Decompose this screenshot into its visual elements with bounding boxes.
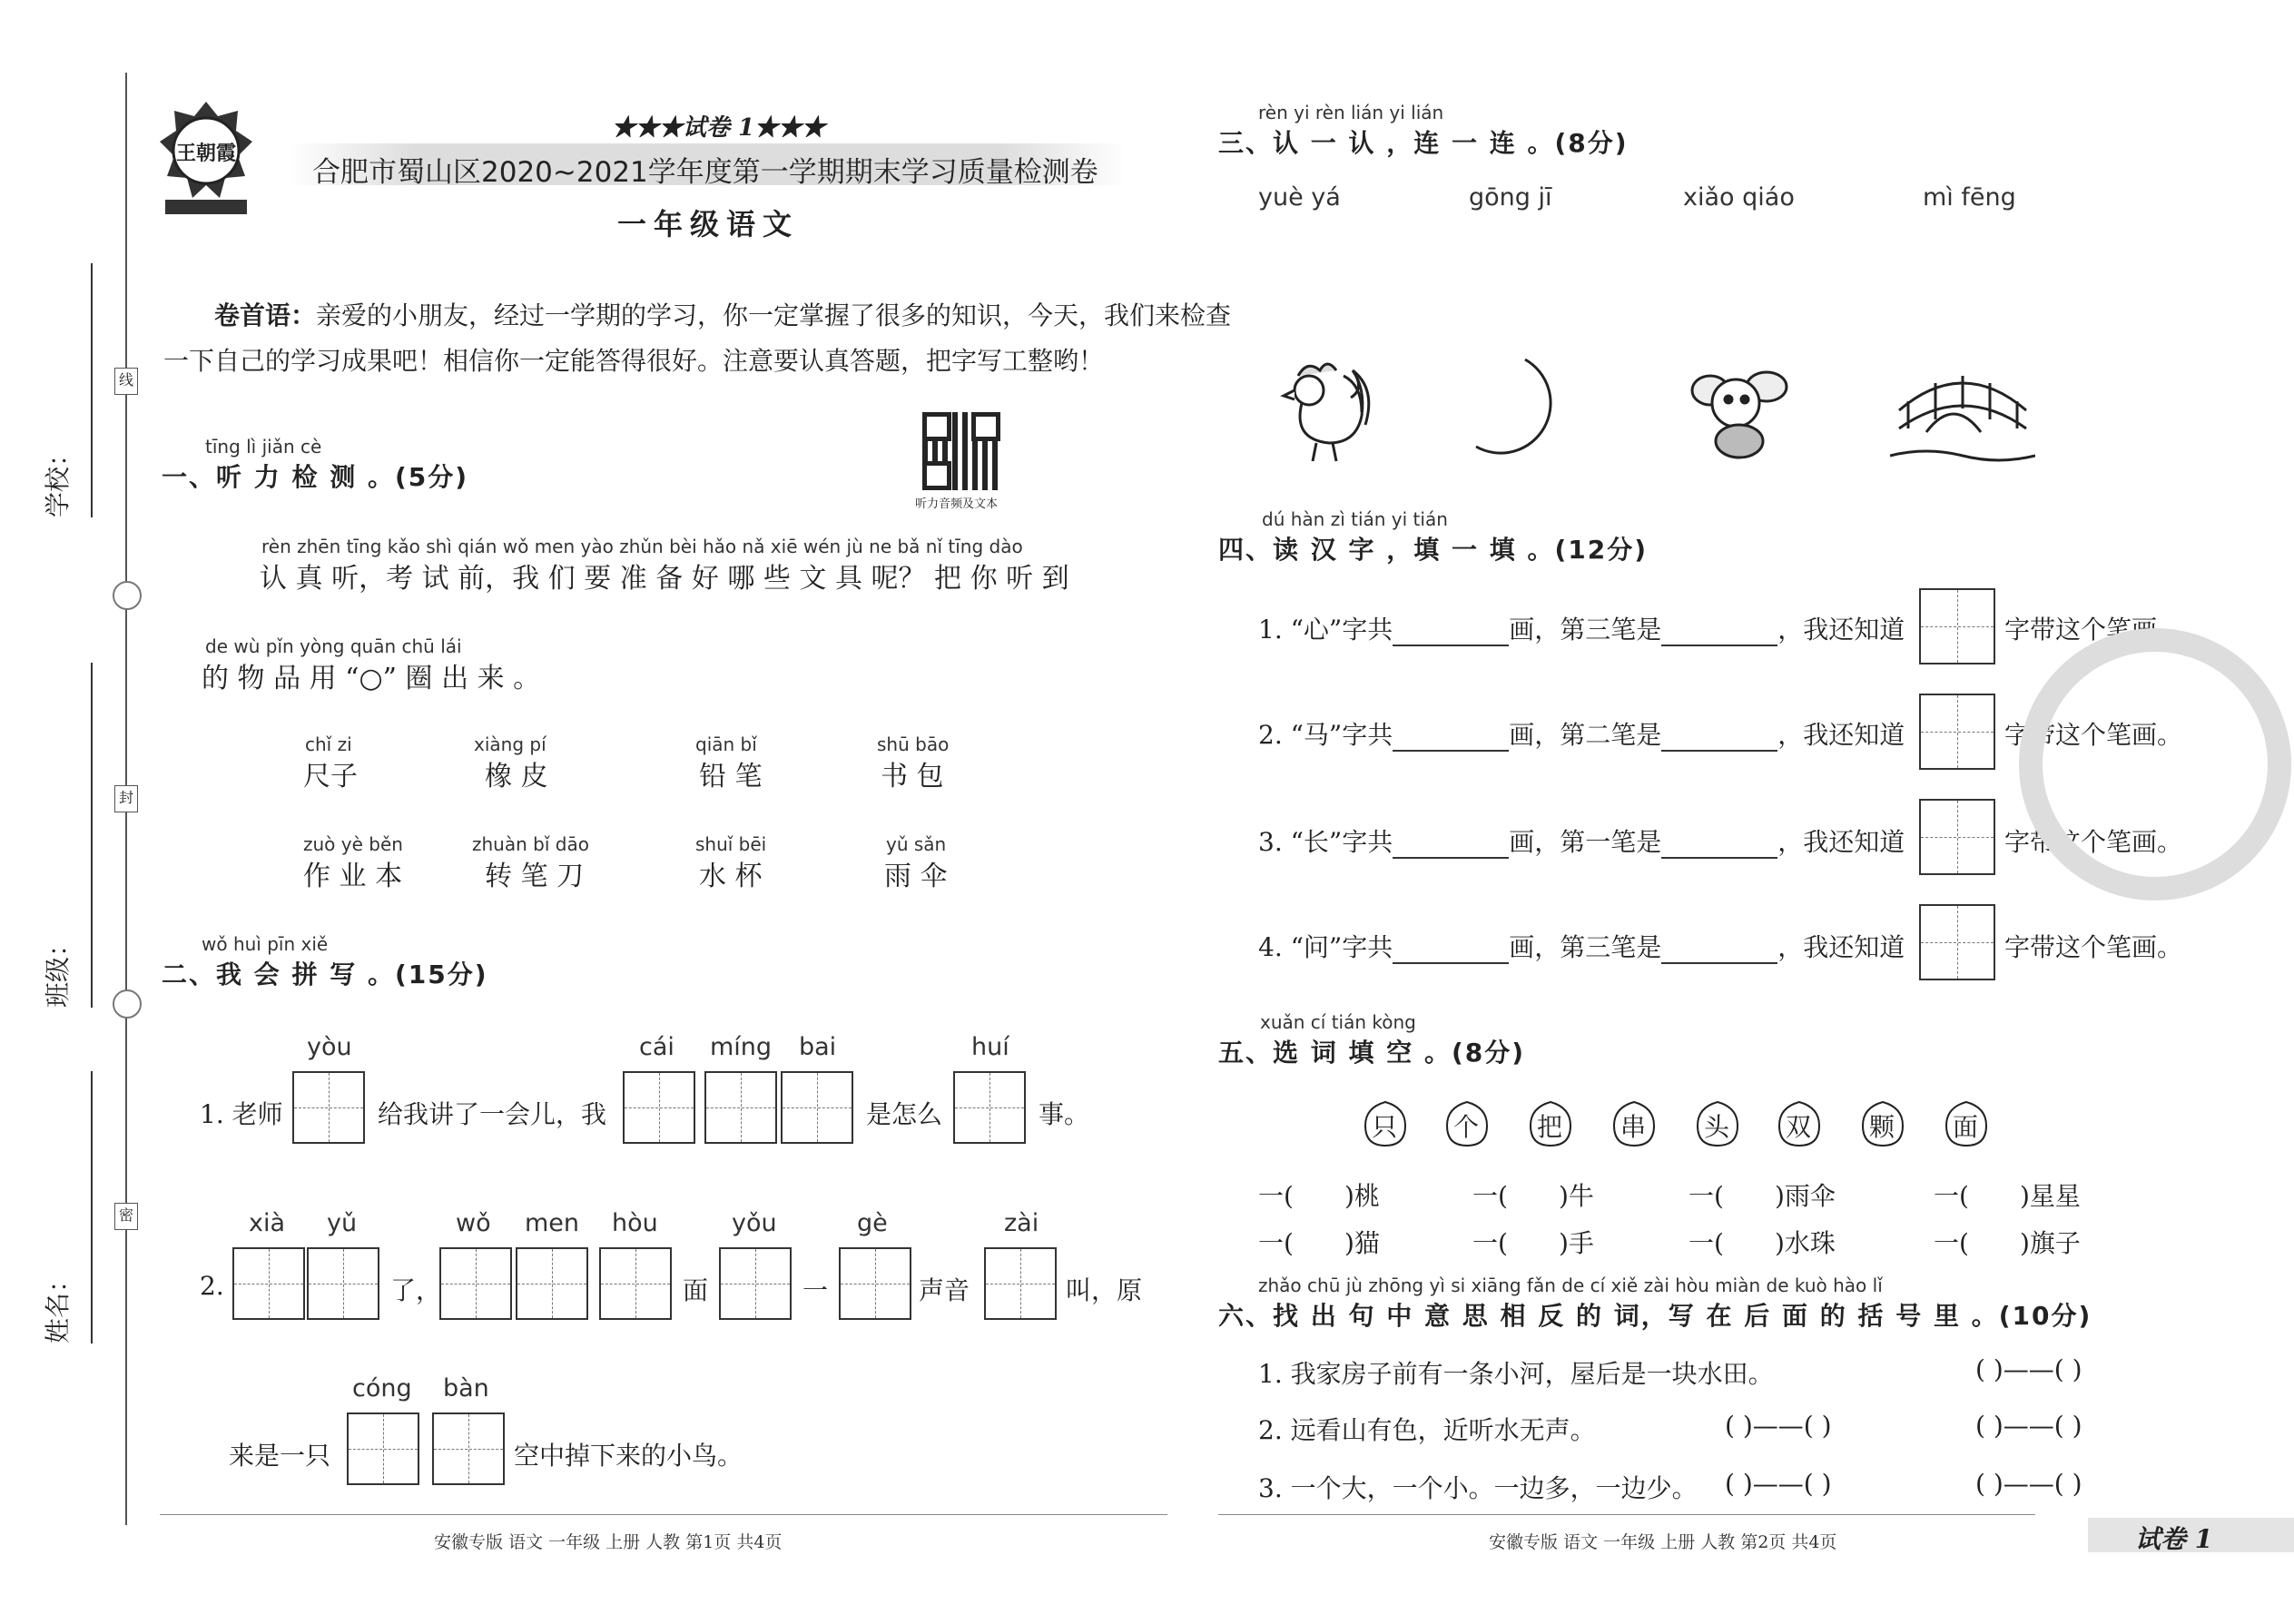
footer-divider bbox=[1218, 1514, 2035, 1515]
qr-caption: 听力音频及文本 bbox=[915, 497, 999, 511]
fill-close: )星星 bbox=[2019, 1181, 2081, 1211]
q2-text-1: 了， bbox=[390, 1275, 442, 1305]
tianzige-box[interactable] bbox=[1919, 904, 1995, 980]
footer-tag: 试卷 1 bbox=[2135, 1524, 2213, 1554]
count-blank[interactable] bbox=[1393, 939, 1509, 964]
choice-petal[interactable] bbox=[1442, 1098, 1492, 1149]
tianzige-box[interactable] bbox=[623, 1071, 695, 1144]
stroke-row-2 bbox=[1258, 715, 1905, 752]
subject-title: 一年级语文 bbox=[617, 207, 800, 241]
antonym-answer[interactable]: ( )——( ) bbox=[1975, 1411, 2082, 1441]
footer-left: 安徽专版 语文 一年级 上册 人教 第1页 共4页 bbox=[434, 1532, 783, 1552]
q1-pinyin: huí bbox=[971, 1033, 1009, 1061]
tianzige-box[interactable] bbox=[1919, 588, 1995, 664]
section1-line1-pinyin: rèn zhēn tīng kǎo shì qián wǒ men yào zhǔn bèi hǎo nǎ xiē wén jù ne bǎ nǐ tīng dào bbox=[261, 536, 1023, 557]
moon-image[interactable] bbox=[1471, 356, 1552, 456]
item-pinyin: qiān bǐ bbox=[695, 733, 757, 755]
count-blank[interactable] bbox=[1393, 726, 1509, 752]
q3-start: 来是一只 bbox=[229, 1441, 331, 1471]
fill-close: )水珠 bbox=[1774, 1228, 1836, 1258]
rooster-image[interactable] bbox=[1262, 349, 1380, 467]
q2-pinyin: gè bbox=[857, 1209, 888, 1237]
qr-finder bbox=[922, 412, 951, 441]
intro-text-1: 亲爱的小朋友，经过一学期的学习，你一定掌握了很多的知识，今天，我们来检查 bbox=[316, 300, 1232, 330]
section1-line2-pinyin: de wù pǐn yòng quān chū lái bbox=[205, 635, 462, 657]
pinyin-word[interactable]: yuè yá bbox=[1258, 183, 1341, 212]
q2-start: 2. bbox=[200, 1271, 224, 1301]
stroke-row-text: 4. “问”字共 bbox=[1258, 932, 1393, 962]
brand-logo bbox=[156, 98, 256, 225]
section6-pinyin: zhǎo chū jù zhōng yì si xiāng fǎn de cí xiě zài hòu miàn de kuò hào lǐ bbox=[1258, 1275, 1883, 1296]
stroke-blank[interactable] bbox=[1661, 939, 1777, 964]
tianzige-box[interactable] bbox=[839, 1247, 911, 1320]
tianzige-box[interactable] bbox=[719, 1247, 792, 1320]
fill-close: )桃 bbox=[1344, 1181, 1380, 1211]
q2-pinyin: men bbox=[525, 1209, 580, 1237]
tianzige-box[interactable] bbox=[599, 1247, 672, 1320]
item-pinyin: zhuàn bǐ dāo bbox=[472, 833, 589, 855]
tianzige-box[interactable] bbox=[439, 1247, 512, 1320]
choice-word: 串 bbox=[1620, 1112, 1647, 1142]
stroke-row-1 bbox=[1258, 610, 1905, 646]
stroke-row-text: ，我还知道 bbox=[1777, 932, 1905, 962]
item-pinyin: xiàng pí bbox=[474, 733, 546, 755]
stroke-row-4 bbox=[1258, 928, 1905, 964]
q2-text-4: 声音 bbox=[919, 1275, 970, 1305]
fill-open: 一( bbox=[1689, 1228, 1724, 1258]
bee-image[interactable] bbox=[1683, 363, 1792, 463]
section1-line1: 认 真 听，考 试 前，我 们 要 准 备 好 哪 些 文 具 呢？ 把 你 听 到 bbox=[260, 563, 1069, 595]
tianzige-box[interactable] bbox=[347, 1412, 419, 1485]
item-ruler[interactable]: 尺子 bbox=[303, 761, 358, 792]
q2-pinyin: hòu bbox=[612, 1209, 658, 1237]
tianzige-box[interactable] bbox=[292, 1071, 365, 1144]
stroke-blank[interactable] bbox=[1661, 833, 1777, 859]
antonym-q2: 2. 远看山有色，近听水无声。 bbox=[1258, 1415, 1596, 1445]
item-sharpener[interactable]: 转 笔 刀 bbox=[485, 861, 585, 892]
stroke-blank[interactable] bbox=[1661, 621, 1777, 646]
q1-pinyin: cái bbox=[639, 1033, 674, 1061]
tianzige-box[interactable] bbox=[953, 1071, 1026, 1144]
tianzige-box[interactable] bbox=[1919, 799, 1995, 875]
section5-pinyin: xuǎn cí tián kòng bbox=[1260, 1011, 1416, 1033]
stroke-row-text: ，我还知道 bbox=[1777, 615, 1905, 645]
mark-dense: 密 bbox=[114, 1203, 138, 1230]
section3-pinyin: rèn yi rèn lián yi lián bbox=[1258, 102, 1444, 123]
q2-text-2: 面 bbox=[683, 1275, 709, 1305]
tianzige-box[interactable] bbox=[307, 1247, 379, 1320]
stroke-row-tail: 字带这个笔画。 bbox=[2004, 827, 2183, 857]
stroke-row-text: 画，第二笔是 bbox=[1509, 720, 1662, 750]
school-field[interactable] bbox=[91, 263, 93, 517]
fill-open: 一( bbox=[1934, 1228, 1969, 1258]
choice-petal[interactable] bbox=[1774, 1098, 1825, 1149]
footer-right: 安徽专版 语文 一年级 上册 人教 第2页 共4页 bbox=[1489, 1532, 1837, 1552]
stroke-row-tail: 字带这个笔画。 bbox=[2004, 615, 2183, 645]
item-pinyin: chǐ zi bbox=[305, 733, 352, 755]
q2-text-3: 一 bbox=[802, 1275, 829, 1305]
section4-pinyin: dú hàn zì tián yi tián bbox=[1262, 508, 1448, 530]
q2-pinyin: wǒ bbox=[456, 1209, 491, 1237]
item-umbrella[interactable]: 雨 伞 bbox=[884, 861, 948, 892]
stroke-row-tail: 字带这个笔画。 bbox=[2004, 932, 2183, 962]
qr-finder bbox=[922, 461, 951, 490]
qr-finder bbox=[971, 412, 1000, 441]
fill-open: 一( bbox=[1258, 1181, 1294, 1211]
antonym-q1: 1. 我家房子前有一条小河，屋后是一块水田。 bbox=[1258, 1359, 1774, 1389]
count-blank[interactable] bbox=[1393, 833, 1509, 859]
section1-title: 一、听 力 检 测 。(5分) bbox=[162, 462, 469, 492]
choice-petal[interactable] bbox=[1360, 1098, 1411, 1149]
tianzige-box[interactable] bbox=[432, 1412, 505, 1485]
scissors-icon bbox=[113, 989, 142, 1019]
antonym-answer[interactable]: ( )——( ) bbox=[1725, 1469, 1832, 1499]
fill-close: )猫 bbox=[1344, 1228, 1380, 1258]
count-blank[interactable] bbox=[1393, 621, 1509, 646]
stroke-row-text: 1. “心”字共 bbox=[1258, 615, 1393, 645]
fill-item[interactable] bbox=[1258, 1176, 1380, 1213]
fill-open: 一( bbox=[1258, 1228, 1294, 1258]
section1-line2: 的 物 品 用 “○” 圈 出 来 。 bbox=[202, 663, 541, 694]
pinyin-word[interactable]: mì fēng bbox=[1923, 183, 2016, 212]
item-pinyin: shuǐ bēi bbox=[695, 833, 767, 855]
fill-open: 一( bbox=[1689, 1181, 1724, 1211]
logo-text: 王朝霞 bbox=[176, 142, 237, 165]
choice-petal[interactable] bbox=[1609, 1098, 1659, 1149]
stroke-row-text: 画，第一笔是 bbox=[1509, 827, 1662, 857]
fill-item[interactable] bbox=[1689, 1224, 1836, 1260]
tianzige-box[interactable] bbox=[781, 1071, 853, 1144]
item-cup[interactable]: 水 杯 bbox=[699, 861, 763, 892]
school-label: 学校： bbox=[43, 440, 73, 517]
q2-pinyin: yǔ bbox=[327, 1209, 358, 1237]
choice-word: 个 bbox=[1453, 1112, 1480, 1142]
item-eraser[interactable]: 橡 皮 bbox=[485, 761, 548, 792]
stroke-row-text: ，我还知道 bbox=[1777, 720, 1905, 750]
item-pinyin: shū bāo bbox=[877, 733, 950, 755]
q1-mid: 给我讲了一会儿，我 bbox=[378, 1099, 607, 1129]
tianzige-box[interactable] bbox=[232, 1247, 305, 1320]
choice-word: 只 bbox=[1372, 1112, 1398, 1142]
tianzige-box[interactable] bbox=[1919, 694, 1995, 770]
stroke-row-text: 2. “马”字共 bbox=[1258, 720, 1393, 750]
choice-word: 颗 bbox=[1869, 1112, 1895, 1142]
q2-pinyin: yǒu bbox=[732, 1209, 777, 1237]
fill-close: )手 bbox=[1558, 1228, 1594, 1258]
stroke-row-text: 3. “长”字共 bbox=[1258, 827, 1393, 857]
stroke-row-text: 画，第三笔是 bbox=[1509, 932, 1662, 962]
fill-item[interactable] bbox=[1472, 1224, 1594, 1260]
tianzige-box[interactable] bbox=[704, 1071, 777, 1144]
pinyin-word[interactable]: gōng jī bbox=[1469, 183, 1552, 212]
test-badge: ★★★试卷 1★★★ bbox=[612, 114, 826, 142]
qr-code[interactable] bbox=[922, 412, 1000, 490]
watermark-seal bbox=[2019, 628, 2291, 901]
antonym-answer[interactable]: ( )——( ) bbox=[1725, 1411, 1832, 1441]
q2-text-5: 叫，原 bbox=[1066, 1275, 1143, 1305]
tianzige-box[interactable] bbox=[516, 1247, 588, 1320]
antonym-answer[interactable]: ( )——( ) bbox=[1975, 1354, 2082, 1384]
q1-pinyin: míng bbox=[710, 1033, 773, 1061]
class-field[interactable] bbox=[91, 663, 93, 1008]
choice-petal[interactable] bbox=[1941, 1098, 1992, 1149]
stroke-row-text: ，我还知道 bbox=[1777, 827, 1905, 857]
choice-petal[interactable] bbox=[1525, 1098, 1576, 1149]
section3-title: 三、认 一 认 ，连 一 连 。(8分) bbox=[1218, 128, 1629, 158]
mark-seal: 封 bbox=[114, 785, 138, 812]
section2-title: 二、我 会 拼 写 。(15分) bbox=[162, 960, 488, 989]
fill-item[interactable] bbox=[1934, 1176, 2081, 1213]
stroke-blank[interactable] bbox=[1661, 726, 1777, 752]
class-label: 班级： bbox=[43, 930, 73, 1008]
tianzige-box[interactable] bbox=[984, 1247, 1057, 1320]
fill-open: 一( bbox=[1472, 1181, 1508, 1211]
fill-open: 一( bbox=[1472, 1228, 1508, 1258]
name-field[interactable] bbox=[91, 1071, 93, 1343]
q1-end: 事。 bbox=[1039, 1099, 1090, 1129]
fill-open: 一( bbox=[1934, 1181, 1969, 1211]
section4-title: 四、读 汉 字 ，填 一 填 。(12分) bbox=[1218, 535, 1649, 565]
q2-pinyin: xià bbox=[249, 1209, 286, 1237]
intro-line-1 bbox=[214, 296, 1231, 332]
fill-item[interactable] bbox=[1258, 1224, 1380, 1260]
fill-item[interactable] bbox=[1689, 1176, 1836, 1213]
item-pinyin: yǔ sǎn bbox=[886, 833, 947, 855]
item-pencil[interactable]: 铅 笔 bbox=[699, 761, 763, 792]
pinyin-word[interactable]: xiǎo qiáo bbox=[1683, 183, 1795, 212]
section6-title: 六、找 出 句 中 意 思 相 反 的 词，写 在 后 面 的 括 号 里 。(10分) bbox=[1218, 1301, 2092, 1331]
intro-label: 卷首语： bbox=[214, 300, 317, 330]
q2-pinyin: zài bbox=[1004, 1209, 1039, 1237]
q1-pinyin: bai bbox=[799, 1033, 837, 1061]
fill-close: )牛 bbox=[1558, 1181, 1594, 1211]
q3-end: 空中掉下来的小鸟。 bbox=[514, 1441, 743, 1471]
item-workbook[interactable]: 作 业 本 bbox=[303, 861, 403, 892]
choice-word: 双 bbox=[1786, 1112, 1812, 1142]
fill-close: )雨伞 bbox=[1774, 1181, 1836, 1211]
choice-petal[interactable] bbox=[1857, 1098, 1908, 1149]
choice-word: 头 bbox=[1704, 1112, 1730, 1142]
fill-item[interactable] bbox=[1934, 1224, 2081, 1260]
stroke-row-3 bbox=[1258, 822, 1905, 859]
q1-mid2: 是怎么 bbox=[866, 1099, 943, 1129]
antonym-answer[interactable]: ( )——( ) bbox=[1975, 1469, 2082, 1499]
page-title: 合肥市蜀山区2020~2021学年度第一学期期末学习质量检测卷 bbox=[312, 156, 1098, 189]
name-label: 姓名： bbox=[43, 1266, 73, 1343]
mark-line: 线 bbox=[114, 368, 138, 395]
bridge-image[interactable] bbox=[1890, 356, 2035, 474]
scissors-icon bbox=[113, 581, 142, 610]
fill-item[interactable] bbox=[1472, 1176, 1594, 1213]
choice-word: 面 bbox=[1953, 1112, 1979, 1142]
q1-start: 1. 老师 bbox=[200, 1099, 283, 1129]
q3-pinyin: cóng bbox=[352, 1374, 412, 1403]
section2-pinyin: wǒ huì pīn xiě bbox=[202, 933, 329, 955]
item-pinyin: zuò yè běn bbox=[303, 833, 403, 855]
intro-line-2: 一下自己的学习成果吧！相信你一定能答得很好。注意要认真答题，把字写工整哟！ bbox=[163, 346, 1105, 376]
item-schoolbag[interactable]: 书 包 bbox=[881, 761, 944, 792]
q1-pinyin: yòu bbox=[307, 1033, 352, 1061]
q3-pinyin: bàn bbox=[443, 1374, 489, 1403]
section1-pinyin: tīng lì jiǎn cè bbox=[205, 436, 322, 458]
choice-petal[interactable] bbox=[1692, 1098, 1743, 1149]
choice-word: 把 bbox=[1537, 1112, 1563, 1142]
section5-title: 五、选 词 填 空 。(8分) bbox=[1218, 1038, 1526, 1068]
fill-close: )旗子 bbox=[2019, 1228, 2081, 1258]
footer-divider bbox=[160, 1514, 1167, 1515]
binding-margin bbox=[43, 73, 136, 1525]
stroke-row-text: 画，第三笔是 bbox=[1509, 615, 1662, 645]
antonym-q3: 3. 一个大，一个小。一边多，一边少。 bbox=[1258, 1473, 1698, 1503]
stroke-row-tail: 字带这个笔画。 bbox=[2004, 720, 2183, 750]
